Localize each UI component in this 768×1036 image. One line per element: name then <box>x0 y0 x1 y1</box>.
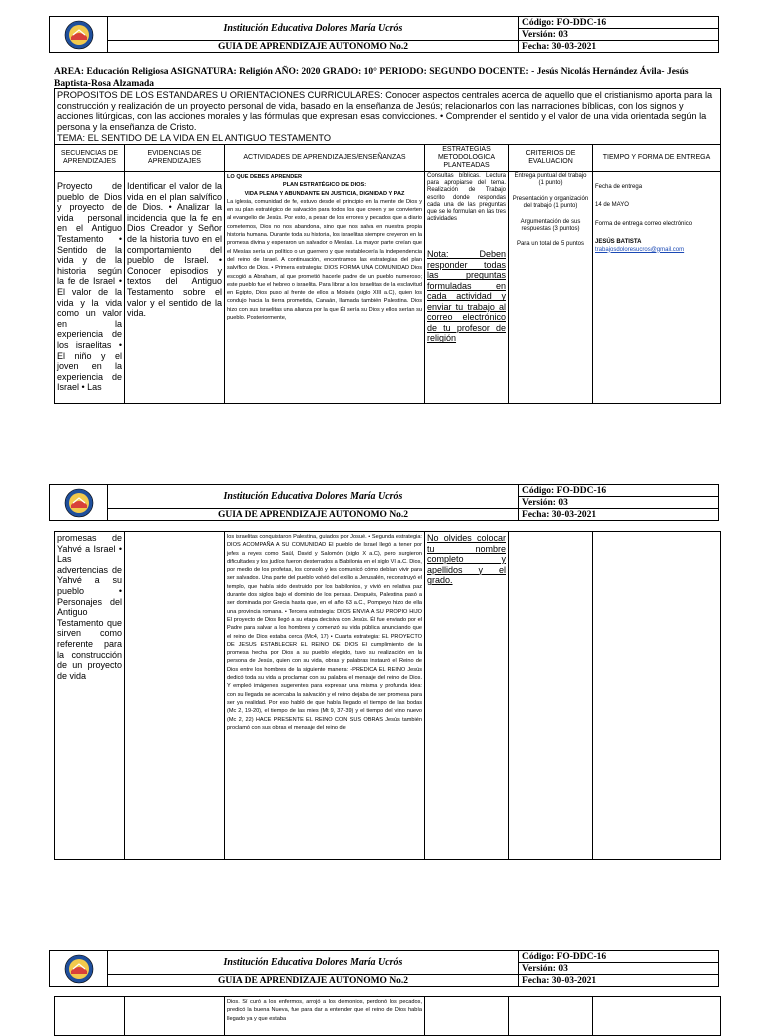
delivery-cell <box>593 997 721 1036</box>
activities-cell: los israelitas conquistaron Palestina, guiados por Josué. • Segunda estrategia: DIOS ACOMPAÑA A SU COMUNIDAD El pueblo de Israel llegó a tener por jefes a reyes como Saúl, David y Salomón (siglo X a.C), pero surgieron dificultades y los judíos fueron desterrados a Babilonia en el siglo VI a.C. Dios, por medio de los profetas, los consoló y les comunicó cómo debían vivir para ser salvados. Una parte del pueblo volvió del exilio a Jerusalén, reconstruyó el templo, que había sido destruido por los babilonios, y vivió en relativa paz durante dos siglos bajo el dominio de los persas. Después, Palestina pasó a ser dominada por Grecia hasta que, en el año 63 a.C., Pompeyo hizo de ella una provincia romana. • Tercera estrategia: DIOS ENVIA A SU PROPIO HIJO El proyecto de Dios llegó a su etapa decisiva con Jesús. Él fue enviado por el Padre para salvar a los hombres y comenzó su vida pública anunciando que el reino de Dios estaba cerca (Mc4, 17) • Cuarta estrategia: EL PROYECTO DE JESUS ESTABLECER EL REINO DE DIOS El cumplimiento de la promesa hecha por Dios a su pueblo elegido, tuvo su realización en la persona de Jesús, quien con su vida, obras y palabras instauró el Reino de Dios entre los hombres de la siguiente manera: -PREDICA EL REINO Jesús dedicó toda su vida a proclamar con su palabra el mensaje del reino de Dios. Y empleó imágenes sugerentes para expresar una misma y profunda idea: con su llegada se acercaba la salvación y el reino dejaba de ser promesa para ser ya realidad. Por eso habló de que había llegado el tiempo de las bodas (Mc 2, 19-20), el tiempo de las mies (Mt 9, 37-39) y el tiempo del vino nuevo (Mc 2, 22) HACE PRESENTE EL REINO CON SUS OBRAS Jesús también proclamó con sus obras el mensaje del reino de <box>225 532 425 860</box>
document-header-page3 <box>49 950 719 987</box>
criterion-total: Para un total de 5 puntos <box>516 241 585 248</box>
activities-cell <box>225 172 425 404</box>
school-seal-icon <box>64 488 94 518</box>
course-info-line: AREA: Educación Religiosa ASIGNATURA: Religión AÑO: 2020 GRADO: 10° PERIODO: SEGUNDO DOCENTE: - Jesús Nicolás Hernández Ávila- Jesús Baptista-Rosa Alzamada <box>54 67 689 89</box>
doc-version: Versión: 03 <box>519 963 719 975</box>
delivery-date-label: Fecha de entrega <box>595 184 643 190</box>
theme-title: TEMA: EL SENTIDO DE LA VIDA EN EL ANTIGUO TESTAMENTO <box>55 133 721 145</box>
delivery-date: 14 de MAYO <box>595 202 629 209</box>
criterion-2: Presentación y organización del trabajo (1 punto) <box>512 195 589 210</box>
doc-date: Fecha: 30-03-2021 <box>519 975 719 987</box>
col-header-strategies: ESTRATEGIAS METODOLOGICA PLANTEADAS <box>425 145 509 172</box>
delivery-note: Nota: Deben responder todas las preguntas formuladas en cada actividad y enviar tu trabajo al correo electrónico de tu profesor de religión <box>427 249 506 344</box>
doc-date: Fecha: 30-03-2021 <box>519 509 719 521</box>
activities-cell: Dios. Sí curó a los enfermos, arrojó a los demonios, perdonó los pecados, predicó la buena Nueva, fue para dar a entender que el reino de Dios había llegado ya y que estaba <box>225 997 425 1036</box>
evidences-cell <box>125 532 225 860</box>
guide-title: GUIA DE APRENDIZAJE AUTONOMO No.2 <box>108 41 519 53</box>
doc-code: Código: FO-DDC-16 <box>519 951 719 963</box>
doc-version: Versión: 03 <box>519 497 719 509</box>
evidences-cell: Identificar el valor de la vida en el plan salvífico de Dios. • Analizar la incidencia que la fe en Dios Creador y Señor de la historia tuvo en el comportamiento del pueblo de Israel. • Conocer episodios y textos del Antiguo Testamento sobre el valor y el sentido de la vida. <box>125 172 225 404</box>
school-seal-icon <box>64 954 94 984</box>
criteria-cell <box>509 997 593 1036</box>
col-header-sequences: SECUENCIAS DE APRENDIZAJES <box>55 145 125 172</box>
criterion-1: Entrega puntual del trabajo (1 punto) <box>514 173 587 187</box>
reminder-note: No olvides colocar tu nombre completo y apellidos y el grado. <box>427 533 506 585</box>
doc-date: Fecha: 30-03-2021 <box>519 41 719 53</box>
evidences-cell <box>125 997 225 1036</box>
purposes-text: PROPOSITOS DE LOS ESTANDARES U ORIENTACIONES CURRICULARES: Conocer aspectos centrales acerca de aquello que el cristianismo aporta para la construcción y realización de un proyecto personal de vida, basado en la enseñanza de Jesús; relacionarlos con las narraciones bíblicas, con los signos y acciones litúrgicas, con las acciones morales y las fórmulas que expresan esas convicciones. • Comprender el sentido y el valor de una vida orientada según la persona y la enseñanza de Cristo. <box>55 89 721 134</box>
col-header-activities: ACTIVIDADES DE APRENDIZAJES/ENSEÑANZAS <box>225 145 425 172</box>
criteria-cell <box>509 172 593 404</box>
document-header-page2 <box>49 484 719 521</box>
doc-version: Versión: 03 <box>519 29 719 41</box>
sequences-cell <box>55 997 125 1036</box>
guide-title: GUIA DE APRENDIZAJE AUTONOMO No.2 <box>108 975 519 987</box>
teacher-name: JESÚS BATISTA <box>595 239 642 246</box>
activities-body: La iglesia, comunidad de fe, estuvo desde el principio en la mente de Dios y en su plan estratégico de salvación para todos los que creen y se convierten al evangelio de Jesús. Por esto, a pesar de los errores y pecados que a diario cometemos, Dios no nos abandona, sino que nos salva en nuestra propia historia humana. Durante toda su historia, los israelitas siempre creyeron en la promesa divina y esperaron un salvador o Mesías. La mayor parte creían que el Mesías sería un político o un guerrero y que restablecería la independencia del reino de Israel. A continuación, encontramos las estrategias del plan salvífico de Dios. • Primera estrategia: DIOS FORMA UNA COMUNIDAD Dios escogió a Abraham, al que prometió hacerle padre de un pueblo numeroso; este pueblo fue el hebreo o israelita. Para librar a los israelitas de la esclavitud en Egipto, Dios puso al frente de ellos a Moisés (siglo XIII a.C), quien los condujo hacia la tierra prometida, Canaán, llamada también Palestina. Dios hizo con sus israelitas una alianza por la que Él sería su Dios y ellos serían su pueblo. Posteriormente, <box>227 198 422 322</box>
school-logo <box>50 17 108 53</box>
delivery-form: Forma de entrega correo electrónico <box>595 220 693 227</box>
doc-code: Código: FO-DDC-16 <box>519 17 719 29</box>
guide-title: GUIA DE APRENDIZAJE AUTONOMO No.2 <box>108 509 519 521</box>
school-logo <box>50 951 108 987</box>
strategies-cell <box>425 172 509 404</box>
sequences-cell: Proyecto de pueblo de Dios y proyecto de vida personal en el Antiguo Testamento • Sentido de la vida y de la historia según la fe de Israel • El valor de la vida y la vida como un valor en la experiencia de los israelitas • El niño y el joven en la experiencia de Israel • Las <box>55 172 125 404</box>
activities-heading: LO QUE DEBES APRENDER <box>227 174 303 180</box>
criteria-cell <box>509 532 593 860</box>
document-header <box>49 16 719 53</box>
activities-subheading: PLAN ESTRATÉGICO DE DIOS: <box>282 182 367 189</box>
delivery-cell <box>593 172 721 404</box>
institution-name: Institución Educativa Dolores María Ucrós <box>108 17 519 41</box>
criterion-3: Argumentación de sus respuestas (3 puntos) <box>520 218 581 233</box>
strategies-text: Consultas bíblicas. Lectura para apropiarse del tema. Realización de Trabajo escrito donde respondas cada una de las preguntas que se le formulan en las tres actividades <box>427 173 506 223</box>
school-seal-icon <box>64 20 94 50</box>
strategies-cell <box>425 532 509 860</box>
col-header-evidences: EVIDENCIAS DE APRENDIZAJES <box>125 145 225 172</box>
sequences-cell: promesas de Yahvé a Israel • Las advertencias de Yahvé a su pueblo • Personajes del Antiguo Testamento que sirven como referente para la construcción de un proyecto de vida <box>55 532 125 860</box>
strategies-cell <box>425 997 509 1036</box>
guide-table <box>54 88 721 404</box>
institution-name: Institución Educativa Dolores María Ucrós <box>108 485 519 509</box>
delivery-cell <box>593 532 721 860</box>
teacher-email-link[interactable]: trabajosdoloresucros@gmail.com <box>595 246 685 253</box>
institution-name: Institución Educativa Dolores María Ucrós <box>108 951 519 975</box>
school-logo <box>50 485 108 521</box>
guide-table-page2 <box>54 531 721 860</box>
activities-subheading-2: VIDA PLENA Y ABUNDANTE EN JUSTICIA, DIGNIDAD Y PAZ <box>244 190 405 197</box>
guide-table-page3 <box>54 996 721 1036</box>
col-header-criteria: CRITERIOS DE EVALUACION <box>509 145 593 172</box>
doc-code: Código: FO-DDC-16 <box>519 485 719 497</box>
col-header-delivery: TIEMPO Y FORMA DE ENTREGA <box>593 145 721 172</box>
